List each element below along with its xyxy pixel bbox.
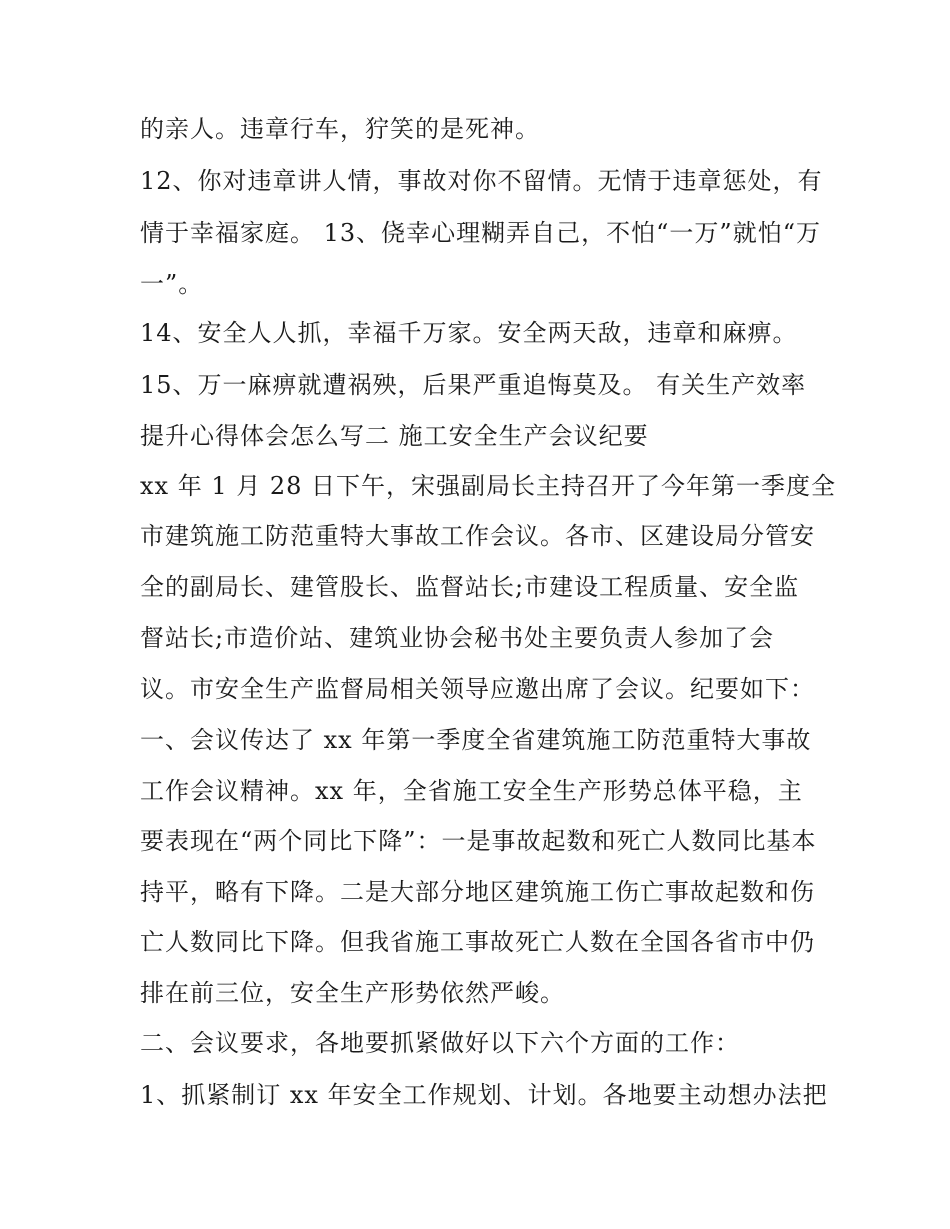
text-line: xx 年 1 月 28 日下午，宋强副局长主持召开了今年第一季度全 [140, 472, 837, 500]
text-line: 的亲人。违章行车，狞笑的是死神。 [140, 115, 540, 143]
text-line: 一、会议传达了 xx 年第一季度全省建筑施工防范重特大事故 [140, 726, 812, 754]
text-line: 持平，略有下降。二是大部分地区建筑施工伤亡事故起数和伤 [140, 878, 815, 906]
text-line: 督站长;市造价站、建筑业协会秘书处主要负责人参加了会 [140, 624, 775, 652]
text-line: 一”。 [140, 270, 204, 298]
text-line: 提升心得体会怎么写二 施工安全生产会议纪要 [140, 422, 649, 450]
text-line: 二、会议要求，各地要抓紧做好以下六个方面的工作： [140, 1029, 740, 1057]
text-line: 排在前三位，安全生产形势依然严峻。 [140, 979, 565, 1007]
text-line: 情于幸福家庭。 13、侥幸心理糊弄自己，不怕“一万”就怕“万 [140, 219, 821, 247]
text-line: 亡人数同比下降。但我省施工事故死亡人数在全国各省市中仍 [140, 928, 815, 956]
text-line: 1、抓紧制订 xx 年安全工作规划、计划。各地要主动想办法把 [140, 1081, 828, 1109]
text-line: 14、安全人人抓，幸福千万家。安全两天敌，违章和麻痹。 [140, 319, 798, 347]
text-line: 要表现在“两个同比下降”：一是事故起数和死亡人数同比基本 [140, 827, 817, 855]
text-line: 15、万一麻痹就遭祸殃，后果严重追悔莫及。 有关生产效率 [140, 371, 807, 399]
text-line: 市建筑施工防范重特大事故工作会议。各市、区建设局分管安 [140, 522, 815, 550]
text-line: 全的副局长、建管股长、监督站长;市建设工程质量、安全监 [140, 573, 800, 601]
text-line: 12、你对违章讲人情，事故对你不留情。无情于违章惩处，有 [140, 167, 823, 195]
text-line: 工作会议精神。xx 年，全省施工安全生产形势总体平稳，主 [140, 777, 803, 805]
text-line: 议。市安全生产监督局相关领导应邀出席了会议。纪要如下： [140, 675, 815, 703]
